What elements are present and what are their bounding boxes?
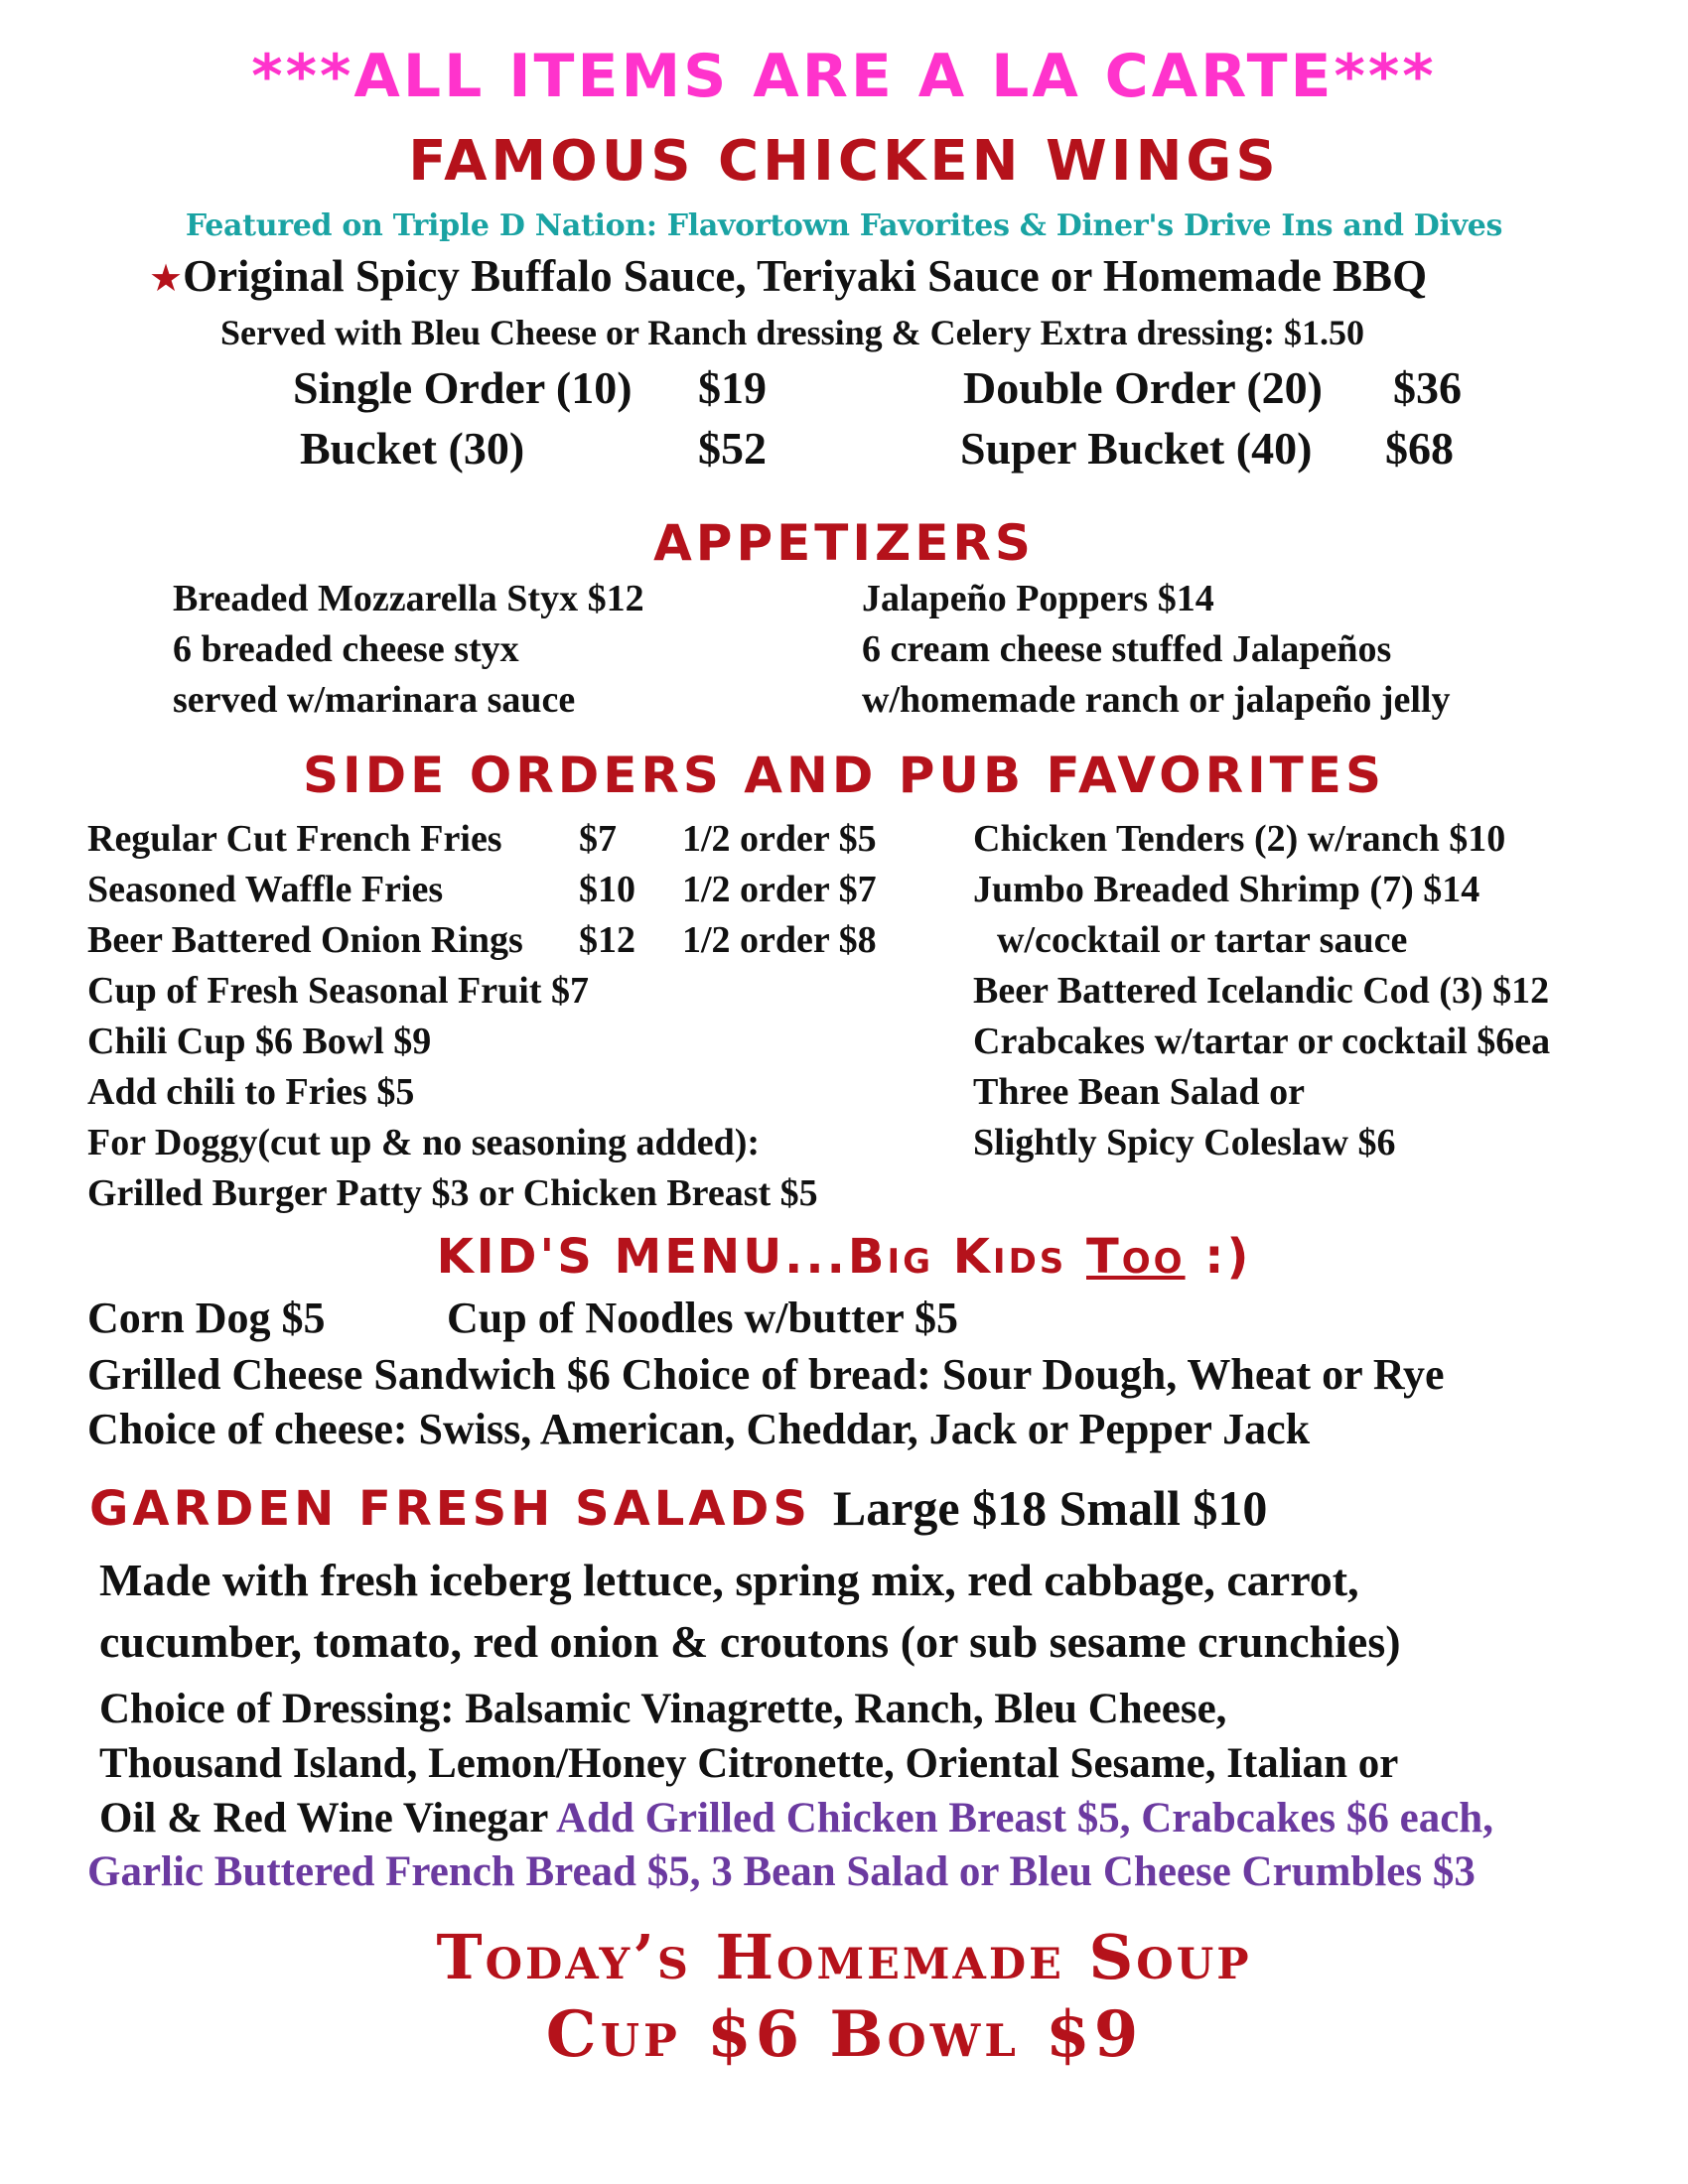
side-fries-regular-price: $7 [579, 818, 617, 860]
side-chicken-tenders: Chicken Tenders (2) w/ranch $10 [973, 818, 1506, 860]
side-onion-rings-half: 1/2 order $8 [682, 919, 877, 961]
kids-noodles: Cup of Noodles w/butter $5 [447, 1294, 959, 1342]
side-doggy-items: Grilled Burger Patty $3 or Chicken Breast $5 [87, 1172, 818, 1214]
side-onion-rings: Beer Battered Onion Rings [87, 919, 523, 961]
soup-prices: Cup $6 Bowl $9 [545, 1997, 1143, 2072]
wings-order-super-bucket: Super Bucket (40) [960, 423, 1313, 474]
wings-sauces: Original Spicy Buffalo Sauce, Teriyaki Sauce or Homemade BBQ [183, 251, 1428, 301]
wings-price-super-bucket: $68 [1385, 423, 1454, 474]
salads-dressing-3-row [99, 1794, 1493, 1843]
salads-prices: Large $18 Small $10 [832, 1480, 1268, 1536]
side-fries-waffle-half: 1/2 order $7 [682, 869, 877, 910]
kids-cheese-choice: Choice of cheese: Swiss, American, Cheddar, Jack or Pepper Jack [87, 1405, 1311, 1453]
side-shrimp-sauce: w/cocktail or tartar sauce [997, 919, 1408, 961]
side-icelandic-cod: Beer Battered Icelandic Cod (3) $12 [973, 970, 1550, 1012]
side-jumbo-shrimp: Jumbo Breaded Shrimp (7) $14 [973, 869, 1480, 910]
wings-featured-note: Featured on Triple D Nation: Flavortown Favorites & Diner's Drive Ins and Dives [185, 208, 1503, 243]
kids-heading-big: Big Kids [847, 1229, 1086, 1285]
sides-left-column [87, 966, 818, 1219]
fries-names-column [87, 814, 523, 966]
salads-desc-2: cucumber, tomato, red onion & croutons (or sub sesame crunchies) [99, 1616, 1401, 1667]
side-coleslaw: Slightly Spicy Coleslaw $6 [973, 1122, 1396, 1163]
side-fries-waffle: Seasoned Waffle Fries [87, 869, 444, 910]
appetizer-jalapeno-sauce: w/homemade ranch or jalapeño jelly [862, 679, 1451, 721]
wings-price-double: $36 [1393, 362, 1462, 413]
side-doggy-note: For Doggy(cut up & no seasoning added): [87, 1122, 761, 1163]
side-fries-regular-half: 1/2 order $5 [682, 818, 877, 860]
kids-heading [0, 1229, 1688, 1285]
wings-price-single: $19 [698, 362, 767, 413]
side-chili: Chili Cup $6 Bowl $9 [87, 1021, 432, 1062]
kids-heading-too: Too [1086, 1229, 1186, 1285]
sides-right-column [973, 814, 1550, 1168]
side-chili-fries: Add chili to Fries $5 [87, 1071, 415, 1113]
salads-desc-1: Made with fresh iceberg lettuce, spring mix, red cabbage, carrot, [99, 1555, 1359, 1605]
appetizers-left-column [173, 574, 644, 726]
side-bean-salad: Three Bean Salad or [973, 1071, 1305, 1113]
appetizer-mozzarella: Breaded Mozzarella Styx $12 [173, 578, 644, 619]
order-label: Single Order (10) [293, 362, 633, 413]
appetizer-jalapeno-desc: 6 cream cheese stuffed Jalapeños [862, 628, 1392, 670]
appetizers-heading: APPETIZERS [653, 514, 1035, 572]
soup-heading: Today’s Homemade Soup [436, 1921, 1252, 1993]
salads-addons-1: Add Grilled Chicken Breast $5, Crabcakes $6 each, [555, 1795, 1493, 1842]
salads-addons-2: Garlic Buttered French Bread $5, 3 Bean Salad or Bleu Cheese Crumbles $3 [87, 1848, 1476, 1895]
wings-heading: FAMOUS CHICKEN WINGS [408, 129, 1280, 194]
wings-order-bucket: Bucket (30) [300, 423, 525, 474]
side-onion-rings-price: $12 [579, 919, 635, 961]
side-crabcakes: Crabcakes w/tartar or cocktail $6ea [973, 1021, 1551, 1062]
kids-heading-smile: :) [1185, 1229, 1252, 1285]
star-icon: ★ [149, 258, 184, 300]
salads-dressing-3: Oil & Red Wine Vinegar [99, 1795, 548, 1842]
sides-heading: SIDE ORDERS AND PUB FAVORITES [303, 747, 1385, 804]
appetizer-mozzarella-sauce: served w/marinara sauce [173, 679, 576, 721]
fries-half-column [682, 814, 877, 966]
appetizer-jalapeno-poppers: Jalapeño Poppers $14 [862, 578, 1214, 619]
appetizer-mozzarella-desc: 6 breaded cheese styx [173, 628, 519, 670]
salads-dressing-1: Choice of Dressing: Balsamic Vinagrette, Ranch, Bleu Cheese, [99, 1686, 1227, 1732]
appetizers-right-column [862, 574, 1450, 726]
salads-heading: GARDEN FRESH SALADS [89, 1481, 811, 1537]
wings-served-note: Served with Bleu Cheese or Ranch dressing & Celery Extra dressing: $1.50 [220, 313, 1364, 352]
banner-a-la-carte: ***ALL ITEMS ARE A LA CARTE*** [251, 42, 1437, 111]
wings-order-double: Double Order (20) [963, 362, 1324, 413]
fries-prices-column [579, 814, 635, 966]
salads-heading-row [89, 1479, 1267, 1537]
kids-corn-dog: Corn Dog $5 [87, 1294, 326, 1342]
wings-sauces-line [149, 250, 1427, 302]
wings-order-single [293, 361, 633, 414]
kids-heading-main: KID'S MENU... [436, 1229, 848, 1285]
kids-grilled-cheese: Grilled Cheese Sandwich $6 Choice of bread: Sour Dough, Wheat or Rye [87, 1350, 1445, 1399]
side-fries-regular: Regular Cut French Fries [87, 818, 502, 860]
wings-price-bucket: $52 [698, 423, 767, 474]
salads-dressing-2: Thousand Island, Lemon/Honey Citronette, Oriental Sesame, Italian or [99, 1740, 1399, 1787]
side-fries-waffle-price: $10 [579, 869, 635, 910]
side-fruit-cup: Cup of Fresh Seasonal Fruit $7 [87, 970, 589, 1012]
